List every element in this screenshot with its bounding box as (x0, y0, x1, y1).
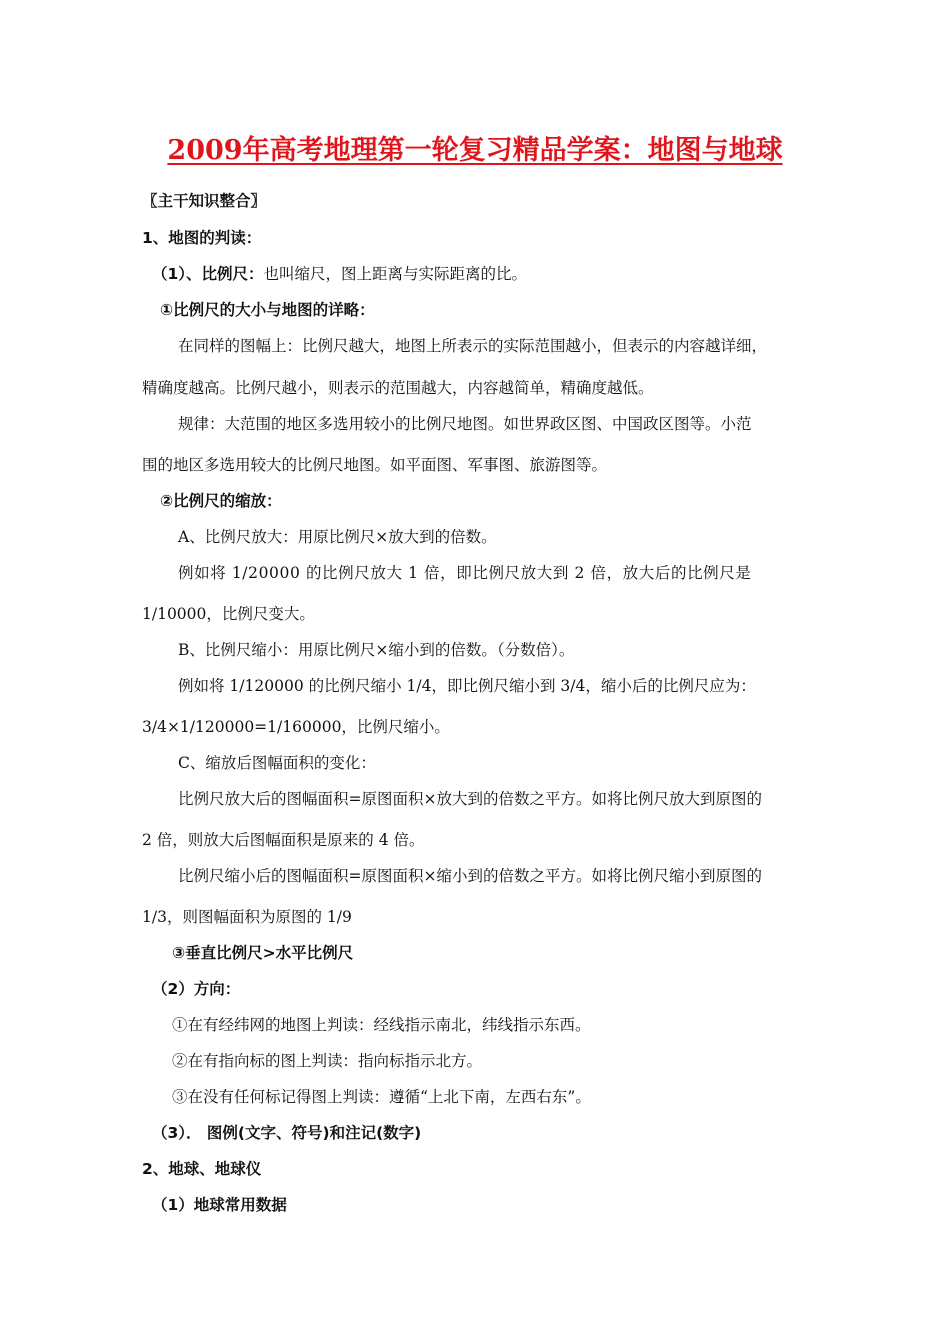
paragraph-line: 精确度越高。比例尺越小，则表示的范围越大，内容越简单，精确度越低。 (142, 379, 654, 397)
paragraph-line: 比例尺缩小后的图幅面积=原图面积×缩小到的倍数之平方。如将比例尺缩小到原图的 (178, 867, 762, 885)
document-title: 2009年高考地理第一轮复习精品学案：地图与地球 (167, 135, 783, 166)
paragraph-line: 例如将 1/120000 的比例尺缩小 1/4，即比例尺缩小到 3/4，缩小后的比例尺应为： (178, 677, 756, 695)
scale-label: （1）、比例尺： (152, 265, 264, 283)
section-2-heading: 2、地球、地球仪 (142, 1160, 262, 1178)
earth-data-heading: （1）地球常用数据 (152, 1196, 287, 1214)
paragraph-line: A、比例尺放大：用原比例尺×放大到的倍数。 (178, 528, 497, 546)
scale-definition-line (152, 264, 527, 284)
paragraph-line: 3/4×1/120000=1/160000，比例尺缩小。 (142, 718, 450, 736)
section-header: 〖主干知识整合〗 (142, 192, 267, 210)
paragraph-line: 1/10000，比例尺变大。 (142, 605, 315, 623)
section-1-heading: 1、地图的判读： (142, 229, 262, 247)
paragraph-line: 例如将 1/20000 的比例尺放大 1 倍，即比例尺放大到 2 倍，放大后的比例尺是 (178, 564, 752, 582)
legend-heading: （3）． 图例(文字、符号)和注记(数字) (152, 1124, 422, 1142)
scale-subheading-vertical: ③垂直比例尺>水平比例尺 (172, 944, 354, 962)
paragraph-line: 比例尺放大后的图幅面积=原图面积×放大到的倍数之平方。如将比例尺放大到原图的 (178, 790, 762, 808)
direction-item: ③在没有任何标记得图上判读：遵循“上北下南，左西右东”。 (172, 1088, 591, 1106)
direction-item: ②在有指向标的图上判读：指向标指示北方。 (172, 1052, 483, 1070)
direction-heading: （2）方向： (152, 980, 241, 998)
paragraph-line: 1/3，则图幅面积为原图的 1/9 (142, 908, 352, 926)
direction-item: ①在有经纬网的地图上判读：经线指示南北，纬线指示东西。 (172, 1016, 591, 1034)
paragraph-line: 围的地区多选用较大的比例尺地图。如平面图、军事图、旅游图等。 (142, 456, 608, 474)
paragraph-line: 规律：大范围的地区多选用较小的比例尺地图。如世界政区图、中国政区图等。小范 (178, 415, 752, 433)
paragraph-line: B、比例尺缩小：用原比例尺×缩小到的倍数。（分数倍）。 (178, 641, 575, 659)
scale-subheading-zoom: ②比例尺的缩放： (160, 492, 282, 510)
paragraph-line: C、缩放后图幅面积的变化： (178, 754, 376, 772)
scale-definition: 也叫缩尺，图上距离与实际距离的比。 (263, 265, 528, 283)
paragraph-line: 2 倍，则放大后图幅面积是原来的 4 倍。 (142, 831, 425, 849)
scale-subheading-detail: ①比例尺的大小与地图的详略： (160, 301, 375, 319)
paragraph-line: 在同样的图幅上：比例尺越大，地图上所表示的实际范围越小，但表示的内容越详细， (178, 337, 768, 355)
